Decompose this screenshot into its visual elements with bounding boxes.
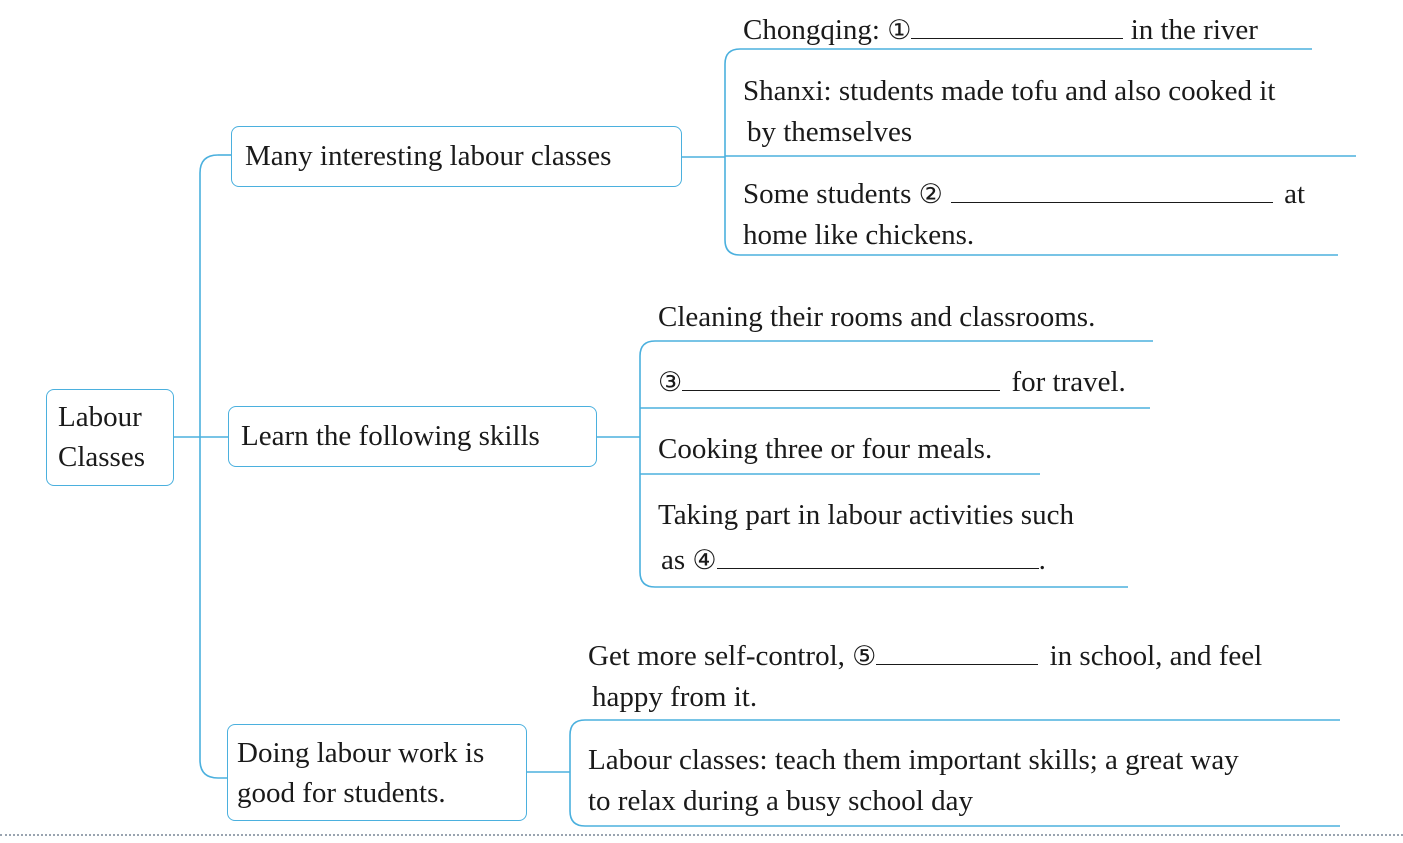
connector-b2-bracket [640, 341, 655, 587]
blank-number-1: ① [887, 15, 912, 46]
blank-number-5: ⑤ [852, 641, 877, 672]
blank-number-4: ④ [692, 545, 717, 576]
connector-spine [200, 155, 228, 778]
leaf-cleaning: Cleaning their rooms and classrooms. [658, 301, 1096, 333]
answer-blank-5[interactable] [876, 638, 1038, 665]
blank-number-2: ② [918, 179, 943, 210]
leaf-travel: ③ for travel. [658, 366, 1126, 398]
branch-label-line2: good for students. [237, 777, 446, 809]
answer-blank-3[interactable] [682, 364, 1000, 391]
leaf-activities: Taking part in labour activities such as ④ . [658, 499, 1074, 576]
branch-node-skills [228, 406, 597, 467]
leaf-cooking: Cooking three or four meals. [658, 433, 993, 465]
branch-label: Learn the following skills [241, 420, 540, 452]
leaf-self-control: Get more self-control, ⑤ in school, and feel happy from it. [588, 640, 1263, 713]
branch-label-line1: Doing labour work is [237, 737, 485, 769]
root-node [46, 389, 174, 486]
answer-blank-4[interactable] [717, 542, 1039, 569]
branch-label: Many interesting labour classes [245, 140, 612, 172]
leaf-labour-classes-benefits: Labour classes: teach them important skills; a great way to relax during a busy school day [588, 744, 1239, 817]
blank-number-3: ③ [658, 367, 683, 398]
dotted-separator [0, 834, 1403, 836]
leaf-chongqing: Chongqing: ① in the river [743, 14, 1258, 46]
branch-node-labour-classes [231, 126, 682, 187]
connector-b3-bracket [570, 720, 585, 826]
leaf-some-students: Some students ② at home like chickens. [743, 178, 1306, 251]
answer-blank-1[interactable] [911, 12, 1123, 39]
root-label-line1: Labour [58, 401, 142, 433]
answer-blank-2[interactable] [951, 176, 1273, 203]
connector-b1-bracket [725, 49, 740, 255]
root-label-line2: Classes [58, 441, 145, 473]
leaf-shanxi: Shanxi: students made tofu and also cooked it by themselves [743, 75, 1276, 148]
branch-node-good-for-students [227, 724, 527, 821]
